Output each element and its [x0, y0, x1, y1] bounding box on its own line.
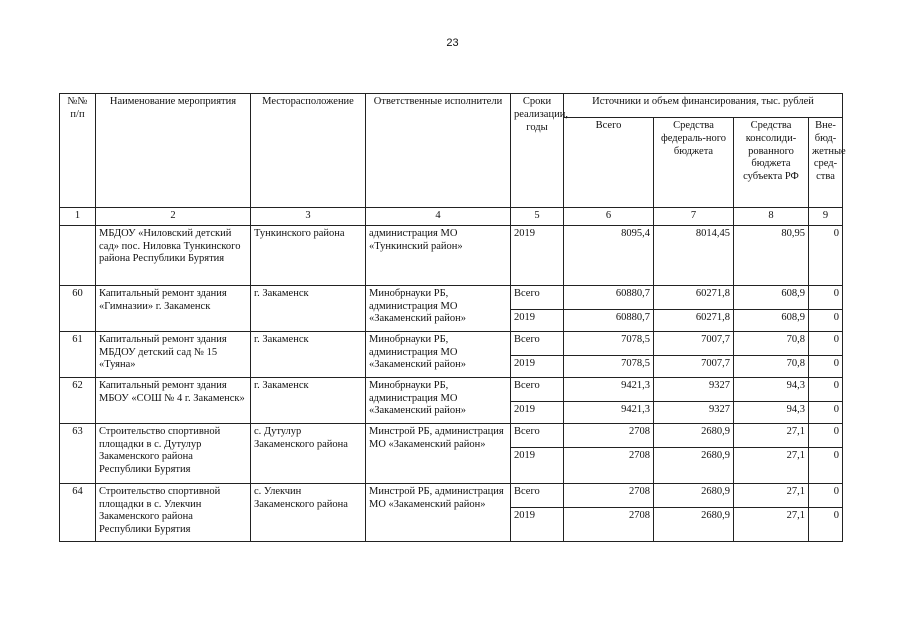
column-number: 6: [564, 208, 654, 226]
row-num: 63: [60, 423, 96, 483]
column-numbers-row: [60, 208, 843, 226]
row-federal: 9327: [654, 401, 734, 423]
row-total: 9421,3: [564, 401, 654, 423]
table-row: [60, 225, 843, 285]
row-name: Строительство спортивной площадки в с. Улекчин Закаменского района Республики Бурятия: [96, 483, 251, 541]
funding-table: [59, 93, 846, 542]
table-body: [60, 225, 843, 541]
table-row: [60, 423, 843, 447]
row-total: 9421,3: [564, 377, 654, 401]
column-number: 7: [654, 208, 734, 226]
row-responsible: Минстрой РБ, администрация МО «Закаменский район»: [366, 423, 511, 483]
row-extra: 0: [809, 377, 843, 401]
table-row: [60, 285, 843, 309]
row-federal: 60271,8: [654, 309, 734, 331]
header-extra: Вне-бюд-жетные сред-ства: [809, 118, 843, 208]
row-consolidated: 608,9: [734, 309, 809, 331]
row-num: 61: [60, 331, 96, 377]
row-location: г. Закаменск: [251, 285, 366, 331]
row-name: Капитальный ремонт здания МБОУ «СОШ № 4 г. Закаменск»: [96, 377, 251, 423]
row-period: Всего: [511, 285, 564, 309]
row-extra: 0: [809, 447, 843, 483]
row-consolidated: 27,1: [734, 447, 809, 483]
row-num: 64: [60, 483, 96, 541]
row-period: 2019: [511, 401, 564, 423]
row-period: Всего: [511, 377, 564, 401]
table-row: [60, 377, 843, 401]
row-location: с. Улекчин Закаменского района: [251, 483, 366, 541]
column-number: 4: [366, 208, 511, 226]
row-num: 62: [60, 377, 96, 423]
row-total: 2708: [564, 507, 654, 541]
row-responsible: Минобрнауки РБ, администрация МО «Закаменский район»: [366, 377, 511, 423]
page-number: 23: [446, 37, 459, 49]
header-num: №№ п/п: [60, 94, 96, 208]
header-consolidated: Средства консолиди-рованного бюджета субъекта РФ: [734, 118, 809, 208]
row-extra: 0: [809, 225, 843, 285]
row-num: 60: [60, 285, 96, 331]
row-federal: 60271,8: [654, 285, 734, 309]
column-number: 3: [251, 208, 366, 226]
row-total: 60880,7: [564, 285, 654, 309]
header-responsible: Ответственные исполнители: [366, 94, 511, 208]
row-total: 2708: [564, 483, 654, 507]
row-total: 7078,5: [564, 331, 654, 355]
table-row: [60, 483, 843, 507]
column-number: 5: [511, 208, 564, 226]
table-row: [60, 331, 843, 355]
row-total: 2708: [564, 423, 654, 447]
row-consolidated: 27,1: [734, 507, 809, 541]
row-responsible: Минобрнауки РБ, администрация МО «Закаменский район»: [366, 285, 511, 331]
table-header: [60, 94, 846, 226]
row-name: Капитальный ремонт здания «Гимназии» г. Закаменск: [96, 285, 251, 331]
column-number: 9: [809, 208, 843, 226]
row-location: г. Закаменск: [251, 331, 366, 377]
header-terms: Сроки реализации, годы: [511, 94, 564, 208]
header-total: Всего: [564, 118, 654, 208]
row-period: 2019: [511, 309, 564, 331]
row-federal: 9327: [654, 377, 734, 401]
row-consolidated: 94,3: [734, 377, 809, 401]
row-federal: 8014,45: [654, 225, 734, 285]
column-number: 1: [60, 208, 96, 226]
row-period: Всего: [511, 331, 564, 355]
row-location: с. Дутулур Закаменского района: [251, 423, 366, 483]
row-period: 2019: [511, 447, 564, 483]
row-total: 7078,5: [564, 355, 654, 377]
row-federal: 2680,9: [654, 423, 734, 447]
row-location: г. Закаменск: [251, 377, 366, 423]
column-number: 2: [96, 208, 251, 226]
row-period: 2019: [511, 355, 564, 377]
row-num: [60, 225, 96, 285]
column-number: 8: [734, 208, 809, 226]
row-period: 2019: [511, 507, 564, 541]
header-federal: Средства федераль-ного бюджета: [654, 118, 734, 208]
row-total: 2708: [564, 447, 654, 483]
row-extra: 0: [809, 285, 843, 309]
row-consolidated: 70,8: [734, 331, 809, 355]
header-funding-group: Источники и объем финансирования, тыс. рублей: [564, 94, 843, 118]
row-extra: 0: [809, 355, 843, 377]
row-extra: 0: [809, 507, 843, 541]
row-federal: 2680,9: [654, 483, 734, 507]
row-consolidated: 608,9: [734, 285, 809, 309]
row-extra: 0: [809, 483, 843, 507]
row-responsible: администрация МО «Тункинский район»: [366, 225, 511, 285]
row-consolidated: 94,3: [734, 401, 809, 423]
header-location: Месторасположение: [251, 94, 366, 208]
row-consolidated: 27,1: [734, 423, 809, 447]
row-consolidated: 27,1: [734, 483, 809, 507]
row-federal: 7007,7: [654, 355, 734, 377]
row-extra: 0: [809, 423, 843, 447]
row-federal: 2680,9: [654, 507, 734, 541]
row-consolidated: 80,95: [734, 225, 809, 285]
header-name: Наименование мероприятия: [96, 94, 251, 208]
row-extra: 0: [809, 401, 843, 423]
row-total: 8095,4: [564, 225, 654, 285]
row-responsible: Минстрой РБ, администрация МО «Закаменский район»: [366, 483, 511, 541]
row-consolidated: 70,8: [734, 355, 809, 377]
row-name: Строительство спортивной площадки в с. Дутулур Закаменского района Республики Бурятия: [96, 423, 251, 483]
row-total: 60880,7: [564, 309, 654, 331]
row-location: Тункинского района: [251, 225, 366, 285]
row-federal: 7007,7: [654, 331, 734, 355]
row-extra: 0: [809, 331, 843, 355]
row-period: Всего: [511, 483, 564, 507]
row-period: 2019: [511, 225, 564, 285]
row-name: МБДОУ «Ниловский детский сад» пос. Ниловка Тункинского района Республики Бурятия: [96, 225, 251, 285]
row-name: Капитальный ремонт здания МБДОУ детский сад № 15 «Туяна»: [96, 331, 251, 377]
row-federal: 2680,9: [654, 447, 734, 483]
row-responsible: Минобрнауки РБ, администрация МО «Закаменский район»: [366, 331, 511, 377]
row-extra: 0: [809, 309, 843, 331]
row-period: Всего: [511, 423, 564, 447]
